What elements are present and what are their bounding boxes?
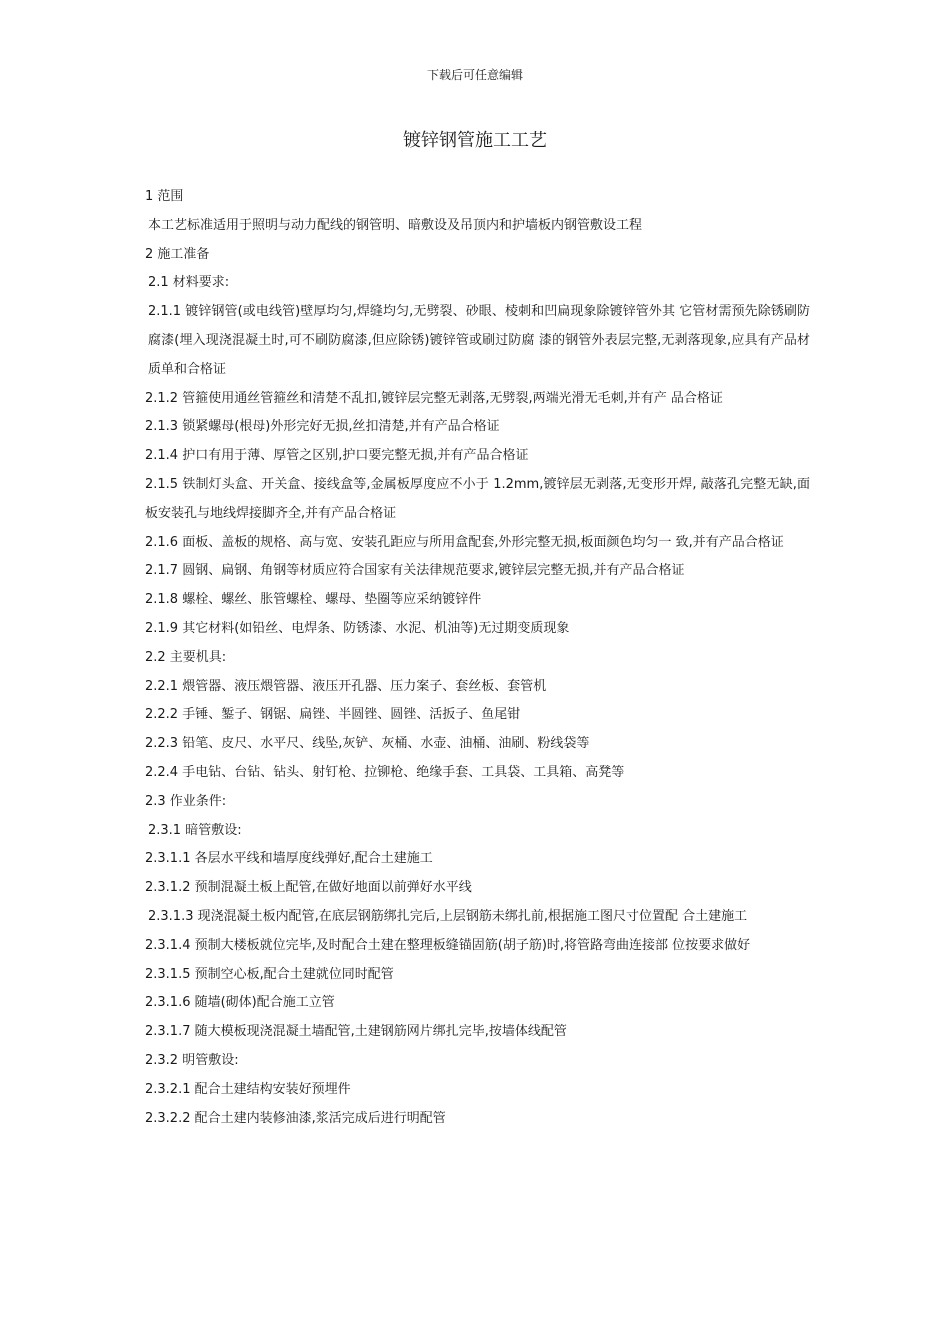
paragraph: 2 施工准备 bbox=[145, 246, 210, 262]
paragraph: 2.3.1.4 预制大楼板就位完毕,及时配合土建在整理板缝锚固筋(胡子筋)时,将管路弯曲连接部 位按要求做好 bbox=[145, 937, 751, 953]
paragraph: 2.3.1.7 随大模板现浇混凝土墙配管,土建钢筋网片绑扎完毕,按墙体线配管 bbox=[145, 1024, 567, 1040]
paragraph: 2.1.2 管箍使用通丝管箍丝和清楚不乱扣,镀锌层完整无剥落,无劈裂,两端光滑无毛刺,并有产 品合格证 bbox=[145, 390, 723, 406]
paragraph: 2.3.1.6 随墙(砌体)配合施工立管 bbox=[145, 995, 335, 1011]
paragraph: 2.2 主要机具: bbox=[145, 649, 227, 665]
paragraph: 2.1 材料要求: bbox=[148, 275, 230, 291]
document-title: 镀锌钢管施工工艺 bbox=[403, 130, 547, 151]
paragraph: 2.3.1.1 各层水平线和墙厚度线弹好,配合土建施工 bbox=[145, 851, 433, 867]
paragraph: 2.3.2 明管敷设: bbox=[145, 1052, 239, 1068]
paragraph: 2.3.2.2 配合土建内装修油漆,浆活完成后进行明配管 bbox=[145, 1110, 446, 1126]
paragraph: 2.3.2.1 配合土建结构安装好预埋件 bbox=[145, 1081, 351, 1097]
paragraph: 2.1.3 锁紧螺母(根母)外形完好无损,丝扣清楚,并有产品合格证 bbox=[145, 419, 500, 435]
paragraph: 2.2.3 铅笔、皮尺、水平尺、线坠,灰铲、灰桶、水壶、油桶、油刷、粉线袋等 bbox=[145, 736, 590, 752]
paragraph: 2.1.8 螺栓、螺丝、胀管螺栓、螺母、垫圈等应采纳镀锌件 bbox=[145, 592, 482, 608]
paragraph: 2.1.7 圆钢、扁钢、角钢等材质应符合国家有关法律规范要求,镀锌层完整无损,并有产品合格证 bbox=[145, 563, 685, 579]
paragraph: 2.2.1 煨管器、液压煨管器、液压开孔器、压力案子、套丝板、套管机 bbox=[145, 678, 547, 694]
paragraph: 2.2.2 手锤、錾子、钢锯、扁锉、半圆锉、圆锉、活扳子、鱼尾钳 bbox=[145, 707, 521, 723]
document-body bbox=[145, 183, 810, 1133]
paragraph: 2.1.4 护口有用于薄、厚管之区别,护口要完整无损,并有产品合格证 bbox=[145, 448, 529, 464]
paragraph: 2.3.1.2 预制混凝土板上配管,在做好地面以前弹好水平线 bbox=[145, 880, 472, 896]
paragraph: 1 范围 bbox=[145, 189, 184, 204]
paragraph: 2.1.9 其它材料(如铅丝、电焊条、防锈漆、水泥、机油等)无过期变质现象 bbox=[145, 620, 570, 636]
paragraph: 2.1.1 镀锌钢管(或电线管)壁厚均匀,焊缝均匀,无劈裂、砂眼、棱刺和凹扁现象除镀锌管外其 它管材需预先除锈刷防腐漆(埋入现浇混凝土时,可不刷防腐漆,但应除锈)镀锌管或刷过防腐 漆的钢管外表层完整,无剥落现象,应具有产品材质单和合格证 bbox=[148, 304, 810, 377]
paragraph: 2.3.1 暗管敷设: bbox=[148, 822, 242, 838]
paragraph: 2.2.4 手电钻、台钻、钻头、射钉枪、拉铆枪、绝缘手套、工具袋、工具箱、高凳等 bbox=[145, 764, 625, 780]
paragraph: 2.1.6 面板、盖板的规格、高与宽、安装孔距应与所用盒配套,外形完整无损,板面颜色均匀一 致,并有产品合格证 bbox=[145, 534, 784, 550]
header-note: 下载后可任意编辑 bbox=[426, 68, 523, 82]
paragraph: 2.3.1.3 现浇混凝土板内配管,在底层钢筋绑扎完后,上层钢筋未绑扎前,根据施工图尺寸位置配 合土建施工 bbox=[148, 908, 748, 924]
paragraph: 2.3.1.5 预制空心板,配合土建就位同时配管 bbox=[145, 966, 394, 982]
paragraph: 本工艺标准适用于照明与动力配线的钢管明、暗敷设及吊顶内和护墙板内钢管敷设工程 bbox=[148, 217, 643, 233]
paragraph: 2.3 作业条件: bbox=[145, 793, 227, 809]
paragraph: 2.1.5 铁制灯头盒、开关盒、接线盒等,金属板厚度应不小于 1.2mm,镀锌层无剥落,无变形开焊, 敲落孔完整无缺,面板安装孔与地线焊接脚齐全,并有产品合格证 bbox=[145, 476, 810, 521]
